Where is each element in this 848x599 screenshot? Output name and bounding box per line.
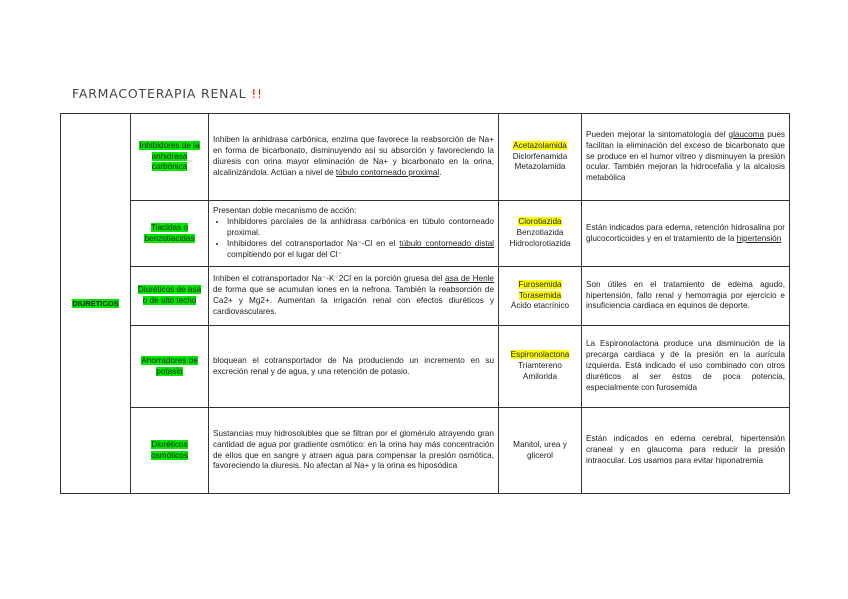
drug: Ácido etacrínico <box>510 301 570 311</box>
drug: Benzotiazida <box>516 228 564 238</box>
type-label: Diuréticos de asa o de alto techo <box>137 285 202 305</box>
drug: Amilorida <box>522 371 558 381</box>
page-title: FARMACOTERAPIA RENAL !! <box>72 86 263 101</box>
underlined-term: túbulo contorneado proximal <box>335 167 440 177</box>
drug-highlight: Furosemida <box>518 279 562 289</box>
drug-highlight: Espironolactona <box>510 350 570 360</box>
drug-highlight: Torasemida <box>518 290 562 300</box>
table-row <box>61 114 790 201</box>
mechanism-cell: Presentan doble mecanismo de acción: • Inhibidores parciales de la anhidrasa carbónica en túbulo contorneado proximal. • Inhibidores del cotransportador Na⁻-Cl en el túbulo contorneado distal compitiendo por el lugar del Cl⁻ <box>209 201 499 267</box>
use-cell: La Espironolactona produce una disminución de la precarga cardiaca y de la presión en la aurícula izquierda. Está indicado el uso combinado con otros diuréticos al ser éstos de poca potencia, especialmente con furosemida <box>582 326 790 408</box>
type-label: Ahorradores de potasio <box>141 355 198 376</box>
drug: Metazolamida <box>514 162 566 172</box>
drug: Triamtereno <box>518 361 562 371</box>
type-label: Tiacidas o benzotiacidas <box>144 222 195 243</box>
drugs-cell: Manitol, urea y glicerol <box>499 408 582 494</box>
table-row <box>61 267 790 326</box>
type-cell <box>131 201 209 267</box>
drug: Diclorfenamida <box>512 151 568 161</box>
underlined-term: túbulo contorneado distal <box>399 238 494 248</box>
mechanism-list <box>213 217 494 260</box>
type-cell <box>131 267 209 326</box>
drugs-cell <box>499 326 582 408</box>
type-cell <box>131 326 209 408</box>
drugs-cell <box>499 114 582 201</box>
table-row <box>61 326 790 408</box>
group-label: DIURÉTICOS <box>72 298 119 308</box>
use-cell: Son útiles en el tratamiento de edema agudo, hipertensión, fallo renal y hemorragia por ejercicio e insuficiencia cardiaca en equinos de deporte. <box>582 267 790 326</box>
mechanism-cell: Sustancias muy hidrosolubles que se filtran por el glomérulo atrayendo gran cantidad de agua por gradiente osmótico: en la orina hay más concentración de ellos que en sangre y atraen agua para compensar la presión osmótica, favoreciendo la diuresis. No afectan al Na+ y la orina es hiposódica <box>209 408 499 494</box>
mechanism-cell: Inhiben la anhidrasa carbónica, enzima que favorece la reabsorción de Na+ en forma de bicarbonato, disminuyendo así su absorción y favoreciendo la diuresis con orina mayor eliminación de Na+ y bicarbonato en la orina, alcalinizándola. Actúan a nivel de túbulo contorneado proximal. <box>209 114 499 201</box>
mechanism-cell: bloquean el cotransportador de Na produciendo un incremento en su excreción renal y de agua, y una retención de potasio. <box>209 326 499 408</box>
type-cell <box>131 114 209 201</box>
mechanism-cell: Inhiben el cotransportador Na⁻-K⁻2Cl en la porción gruesa del asa de Henle de forma que se acumulan iones en la nefrona. También la reabsorción de Ca2+ y Mg2+. Aumentan la irrigación renal con efectos diuréticos y cardiovasculares. <box>209 267 499 326</box>
list-item: • Inhibidores del cotransportador Na⁻-Cl en el túbulo contorneado distal compitiendo por el lugar del Cl⁻ <box>227 239 494 261</box>
type-label: Diuréticos osmóticos <box>151 439 188 460</box>
underlined-term: hipertensión <box>736 233 782 243</box>
underlined-term: glaucoma <box>728 129 765 139</box>
drug: Hidroclorotiazida <box>509 238 571 248</box>
use-cell: Pueden mejorar la sintomatología del glaucoma pues facilitan la eliminación del exceso de bicarbonato que se produce en el humor vítreo y disminuyen la presión ocular. También mejoran la hidrocefalia y la alcalosis metabólica <box>582 114 790 201</box>
exclamation-mark: !! <box>251 86 263 101</box>
underlined-term: asa de Henle <box>445 274 494 284</box>
use-cell: Están indicados para edema, retención hidrosalina por glucocorticoides y en el tratamiento de la hipertensión <box>582 201 790 267</box>
use-cell: Están indicados en edema cerebral, hipertensión craneal y en glaucoma para reducir la presión intraocular. Los usamos para evitar hiponatremia <box>582 408 790 494</box>
type-label: Inhibidores de la anhidrasa carbónica <box>139 140 200 172</box>
list-item: • Inhibidores parciales de la anhidrasa carbónica en túbulo contorneado proximal. <box>227 217 494 239</box>
table-row <box>61 201 790 267</box>
table-row <box>61 408 790 494</box>
group-cell <box>61 114 131 494</box>
drug-highlight: Clorotiazida <box>518 217 562 227</box>
drug-highlight: Acetazolamida <box>513 140 567 150</box>
drugs-cell <box>499 267 582 326</box>
type-cell <box>131 408 209 494</box>
drugs-cell <box>499 201 582 267</box>
diuretics-table <box>60 113 790 494</box>
